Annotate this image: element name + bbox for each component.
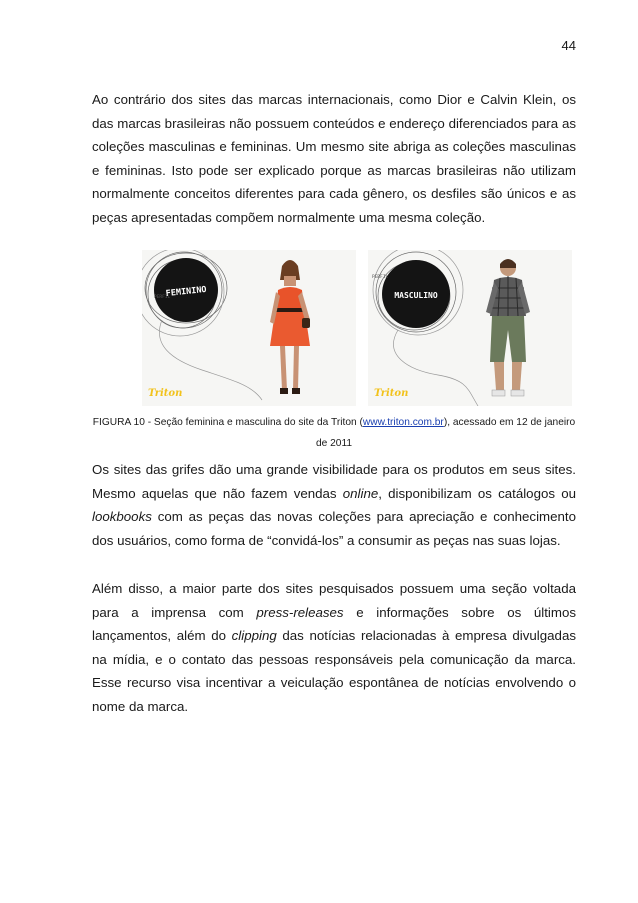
- caption-text-after: ), acessado em 12 de janeiro de 2011: [315, 417, 576, 449]
- paragraph-press: [92, 577, 576, 719]
- triton-logo-masculino: Triton: [374, 388, 409, 399]
- paragraph-text: Os sites das grifes dão uma grande visibilidade para os produtos em seus sites. Mesmo aquelas que não fazem vendas: [92, 462, 576, 501]
- small-text-feminino: PERFIL: [154, 295, 171, 300]
- paragraph-text: Além disso, a maior parte dos sites pesquisados possuem uma seção voltada para a imprensa com: [92, 581, 576, 620]
- triton-logo-feminino: Triton: [148, 388, 183, 399]
- paragraph-intro: Ao contrário dos sites das marcas internacionais, como Dior e Calvin Klein, os das marcas brasileiras não possuem conteúdos e endereço diferenciados para as coleções masculinas e femininas. Um mesmo site abriga as coleções masculinas e femininas. Isto pode ser explicado porque as marcas brasileiras não utilizam normalmente conceitos diferentes para cada gênero, os desfiles são únicos e as peças apresentadas compõem normalmente uma mesma coleção.: [92, 92, 576, 225]
- caption-text-before: FIGURA 10 - Seção feminina e masculina do site da Triton (: [92, 417, 363, 428]
- paragraph-text: , disponibilizam os catálogos ou: [378, 485, 576, 501]
- emphasis-press-releases: press-releases: [256, 604, 344, 620]
- emphasis-clipping: clipping: [231, 628, 277, 644]
- panel-feminino: [142, 250, 356, 406]
- model-masculino: [486, 259, 530, 396]
- paragraph-text: e informações sobre os últimos lançamentos, além do: [92, 604, 577, 644]
- paragraph-text: com as peças das novas coleções para apreciação e conhecimento dos usuários, como forma de “convidá-los” a consumir as peças nas suas lojas.: [92, 509, 576, 548]
- emphasis-online: online: [342, 485, 379, 501]
- figure-triton-site: [142, 250, 572, 406]
- page-number: 44: [561, 38, 576, 53]
- badge-text-feminino: FEMININO: [165, 284, 208, 300]
- paragraph-text: das notícias relacionadas à empresa divulgadas na mídia, e o contato das pessoas responsáveis pela comunicação da marca. Esse recurso visa incentivar a veiculação espontânea de notícias envolvendo o nome da marca.: [92, 628, 576, 714]
- caption-link[interactable]: www.triton.com.br: [362, 417, 444, 428]
- emphasis-lookbooks: lookbooks: [92, 509, 152, 525]
- panel-masculino: [368, 250, 572, 406]
- model-feminino: [270, 260, 310, 394]
- badge-text-masculino: MASCULINO: [394, 291, 438, 300]
- small-text-masculino: PERFIL: [372, 275, 389, 280]
- figure-caption: [92, 412, 576, 454]
- paragraph-lookbooks: [92, 458, 576, 552]
